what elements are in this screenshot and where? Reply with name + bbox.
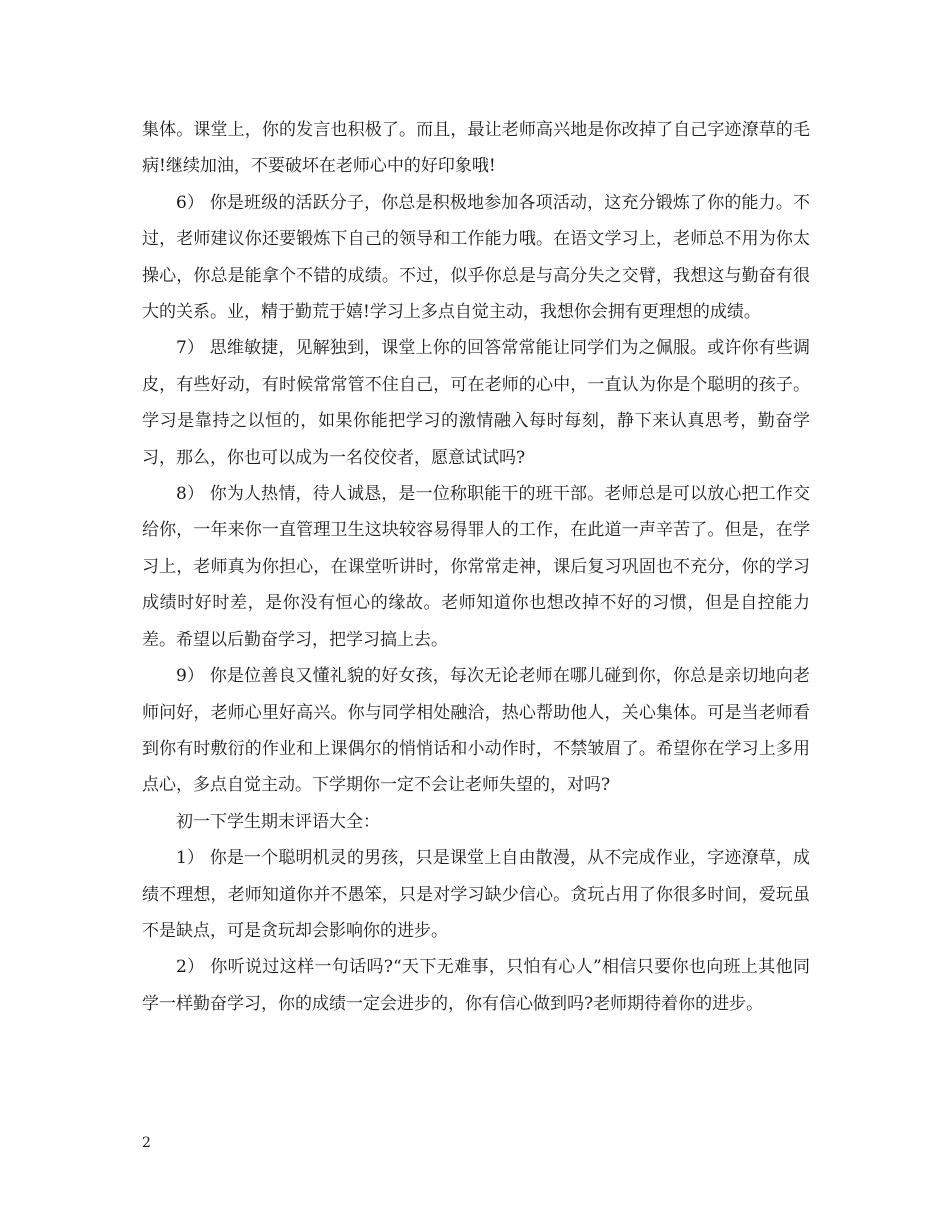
paragraph-comment-6: 6） 你是班级的活跃分子，你总是积极地参加各项活动，这充分锻炼了你的能力。不过，老师建议你还要锻炼下自己的领导和工作能力哦。在语文学习上，老师总不用为你太操心，你总是能拿个不错的成绩。不过，似乎你总是与高分失之交臂，我想这与勤奋有很大的关系。业，精于勤荒于嬉!学习上多点自觉主动，我想你会拥有更理想的成绩。 [142, 192, 810, 323]
paragraph-continuation: 集体。课堂上，你的发言也积极了。而且，最让老师高兴地是你改掉了自己字迹潦草的毛病!继续加油，不要破坏在老师心中的好印象哦! [142, 120, 810, 177]
page-number: 2 [142, 1135, 151, 1151]
paragraph-comment-7: 7） 思维敏捷，见解独到，课堂上你的回答常常能让同学们为之佩服。或许你有些调皮，有些好动，有时候常常管不住自己，可在老师的心中，一直认为你是个聪明的孩子。学习是靠持之以恒的，如果你能把学习的激情融入每时每刻，静下来认真思考，勤奋学习，那么，你也可以成为一名佼佼者，愿意试试吗? [142, 338, 810, 468]
section-heading: 初一下学生期末评语大全： [176, 811, 380, 832]
paragraph-comment-2: 2） 你听说过这样一句话吗?“天下无难事，只怕有心人”相信只要你也向班上其他同学一样勤奋学习，你的成绩一定会进步的，你有信心做到吗?老师期待着你的进步。 [142, 957, 810, 1014]
document-page [142, 112, 810, 1022]
paragraph-comment-1: 1） 你是一个聪明机灵的男孩，只是课堂上自由散漫，从不完成作业，字迹潦草，成绩不理想，老师知道你并不愚笨，只是对学习缺少信心。贪玩占用了你很多时间，爱玩虽不是缺点，可是贪玩却会影响你的进步。 [142, 848, 810, 941]
paragraph-comment-9: 9） 你是位善良又懂礼貌的好女孩，每次无论老师在哪儿碰到你，你总是亲切地向老师问好，老师心里好高兴。你与同学相处融洽，热心帮助他人，关心集体。可是当老师看到你有时敷衍的作业和上课偶尔的悄悄话和小动作时，不禁皱眉了。希望你在学习上多用点心，多点自觉主动。下学期你一定不会让老师失望的，对吗? [142, 666, 810, 796]
paragraph-comment-8: 8） 你为人热情，待人诚恳，是一位称职能干的班干部。老师总是可以放心把工作交给你，一年来你一直管理卫生这块较容易得罪人的工作，在此道一声辛苦了。但是，在学习上，老师真为你担心，在课堂听讲时，你常常走神，课后复习巩固也不充分，你的学习成绩时好时差，是你没有恒心的缘故。老师知道你也想改掉不好的习惯，但是自控能力差。希望以后勤奋学习，把学习搞上去。 [142, 484, 810, 650]
